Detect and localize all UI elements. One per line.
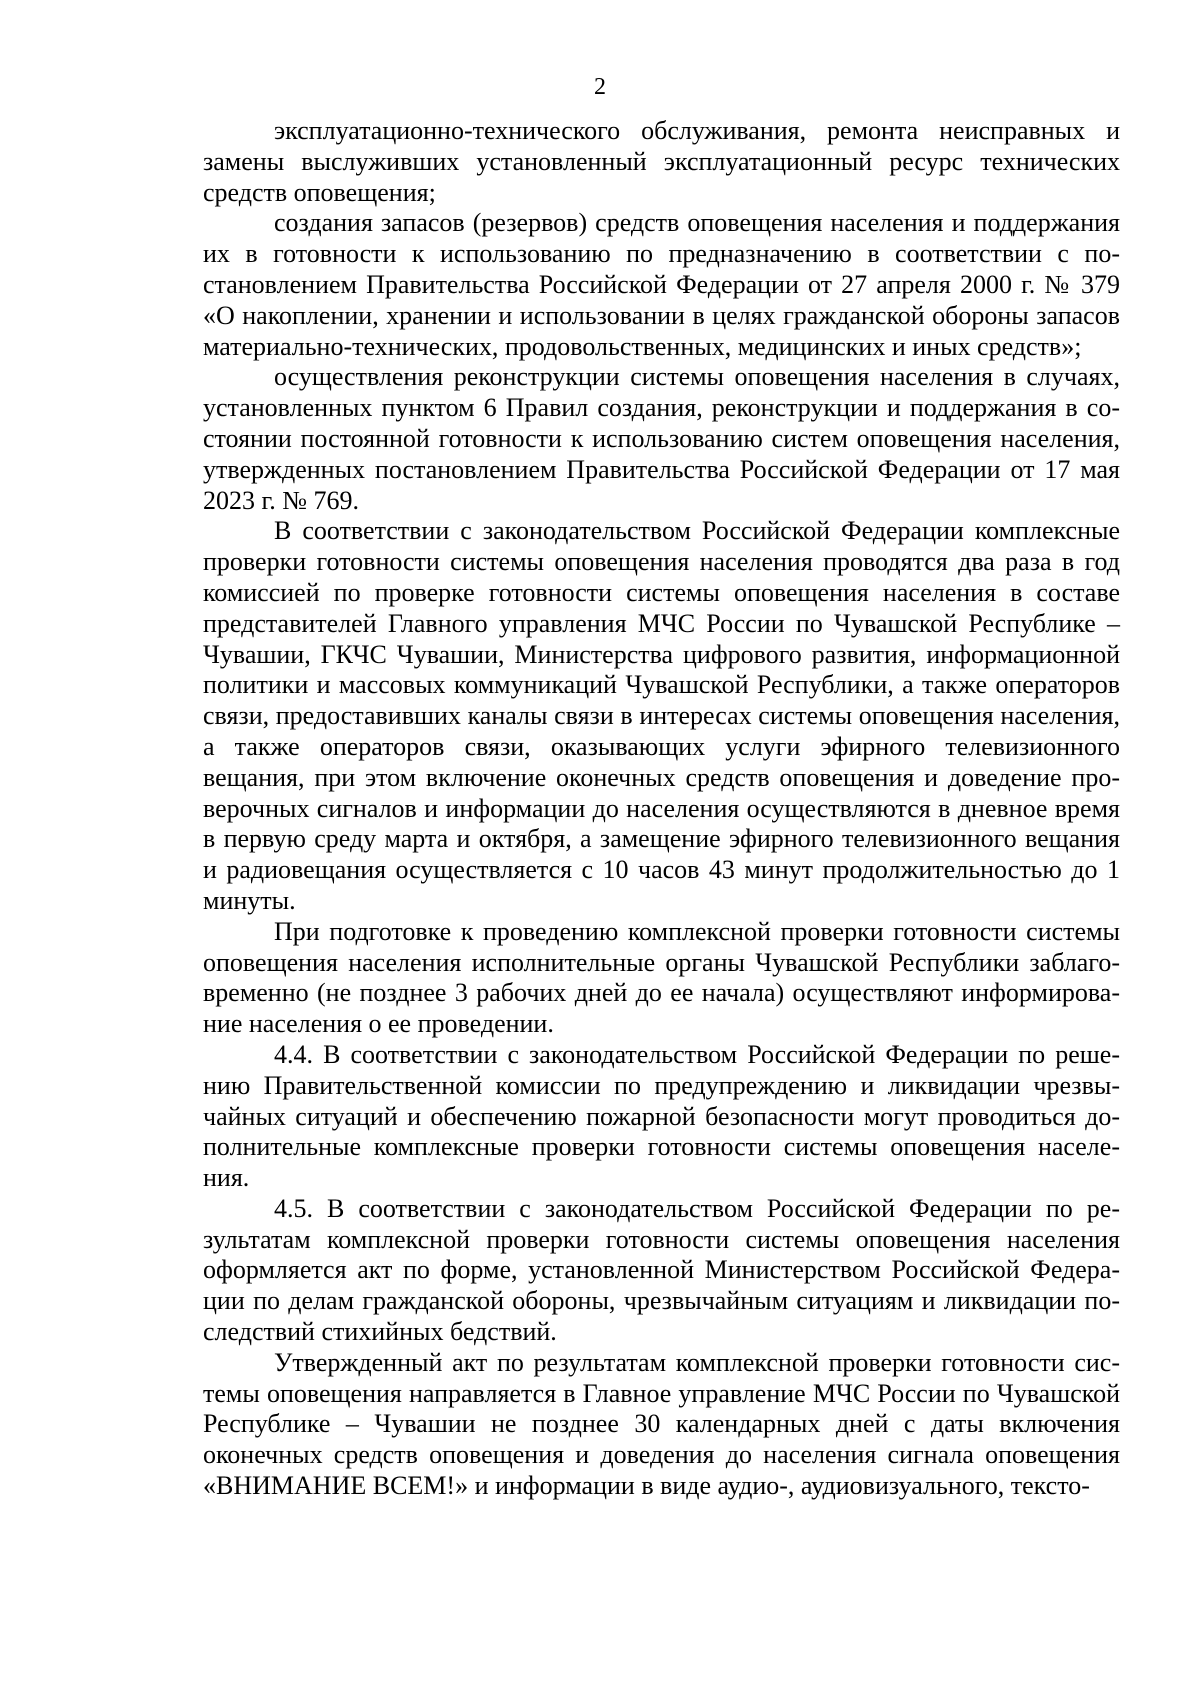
paragraph-reserves: создания запасов (резервов) средств оповещения населения и поддержания их в готовности к использованию по предназначению в соответствии с постановлением Правительства Российской Федерации от 27 апреля 2000 г. № 379 «О накоплении, хранении и использовании в целях гражданской обороны запасов материально-технических, продовольственных, медицинских и иных средств»; xyxy=(203,208,1120,361)
page-number: 2 xyxy=(594,74,606,100)
paragraph-complex-checks: В соответствии с законодательством Российской Федерации комплексные проверки готовности системы оповещения населения проводятся два раза в год комиссией по проверке готовности системы оповещения населения в составе представителей Главного управления МЧС России по Чувашской Республике – Чувашии, ГКЧС Чувашии, Министерства цифрового развития, информационной политики и массовых коммуникаций Чувашской Республики, а также операторов связи, предоставивших каналы связи в интересах системы оповещения населения, а также операторов связи, оказывающих услуги эфирного телевизионного вещания, при этом включение оконечных средств оповещения и доведение проверочных сигналов и информации до населения осуществляются в дневное время в первую среду марта и октября, а замещение эфирного телевизионного вещания и радиовещания осуществляется с 10 часов 43 минут продолжительностью до 1 минуты. xyxy=(203,516,1120,915)
paragraph-approved-act: Утвержденный акт по результатам комплексной проверки готовности системы оповещения направляется в Главное управление МЧС России по Чувашской Республике – Чувашии не позднее 30 календарных дней с даты включения оконечных средств оповещения и доведения до населения сигнала оповещения «ВНИМАНИЕ ВСЕМ!» и информации в виде аудио-, аудиовизуального, тексто- xyxy=(203,1347,1120,1501)
paragraph-4-5: 4.5. В соответствии с законодательством Российской Федерации по результатам комплексной проверки готовности системы оповещения населения оформляется акт по форме, установленной Министерством Российской Федерации по делам гражданской обороны, чрезвычайным ситуациям и ликвидации последствий стихийных бедствий. xyxy=(203,1193,1120,1347)
document-body xyxy=(203,116,1120,1502)
paragraph-maintenance: эксплуатационно-технического обслуживания, ремонта неисправных и замены выслуживших установленный эксплуатационный ресурс технических средств оповещения; xyxy=(203,116,1120,207)
paragraph-4-4: 4.4. В соответствии с законодательством Российской Федерации по решению Правительственной комиссии по предупреждению и ликвидации чрезвычайных ситуаций и обеспечению пожарной безопасности могут проводиться дополнительные комплексные проверки готовности системы оповещения населения. xyxy=(203,1039,1120,1193)
paragraph-informing-population: При подготовке к проведению комплексной проверки готовности системы оповещения населения исполнительные органы Чувашской Республики заблаговременно (не позднее 3 рабочих дней до ее начала) осуществляют информирование населения о ее проведении. xyxy=(203,916,1120,1039)
paragraph-reconstruction: осуществления реконструкции системы оповещения населения в случаях, установленных пунктом 6 Правил создания, реконструкции и поддержания в состоянии постоянной готовности к использованию систем оповещения населения, утвержденных постановлением Правительства Российской Федерации от 17 мая 2023 г. № 769. xyxy=(203,362,1120,515)
